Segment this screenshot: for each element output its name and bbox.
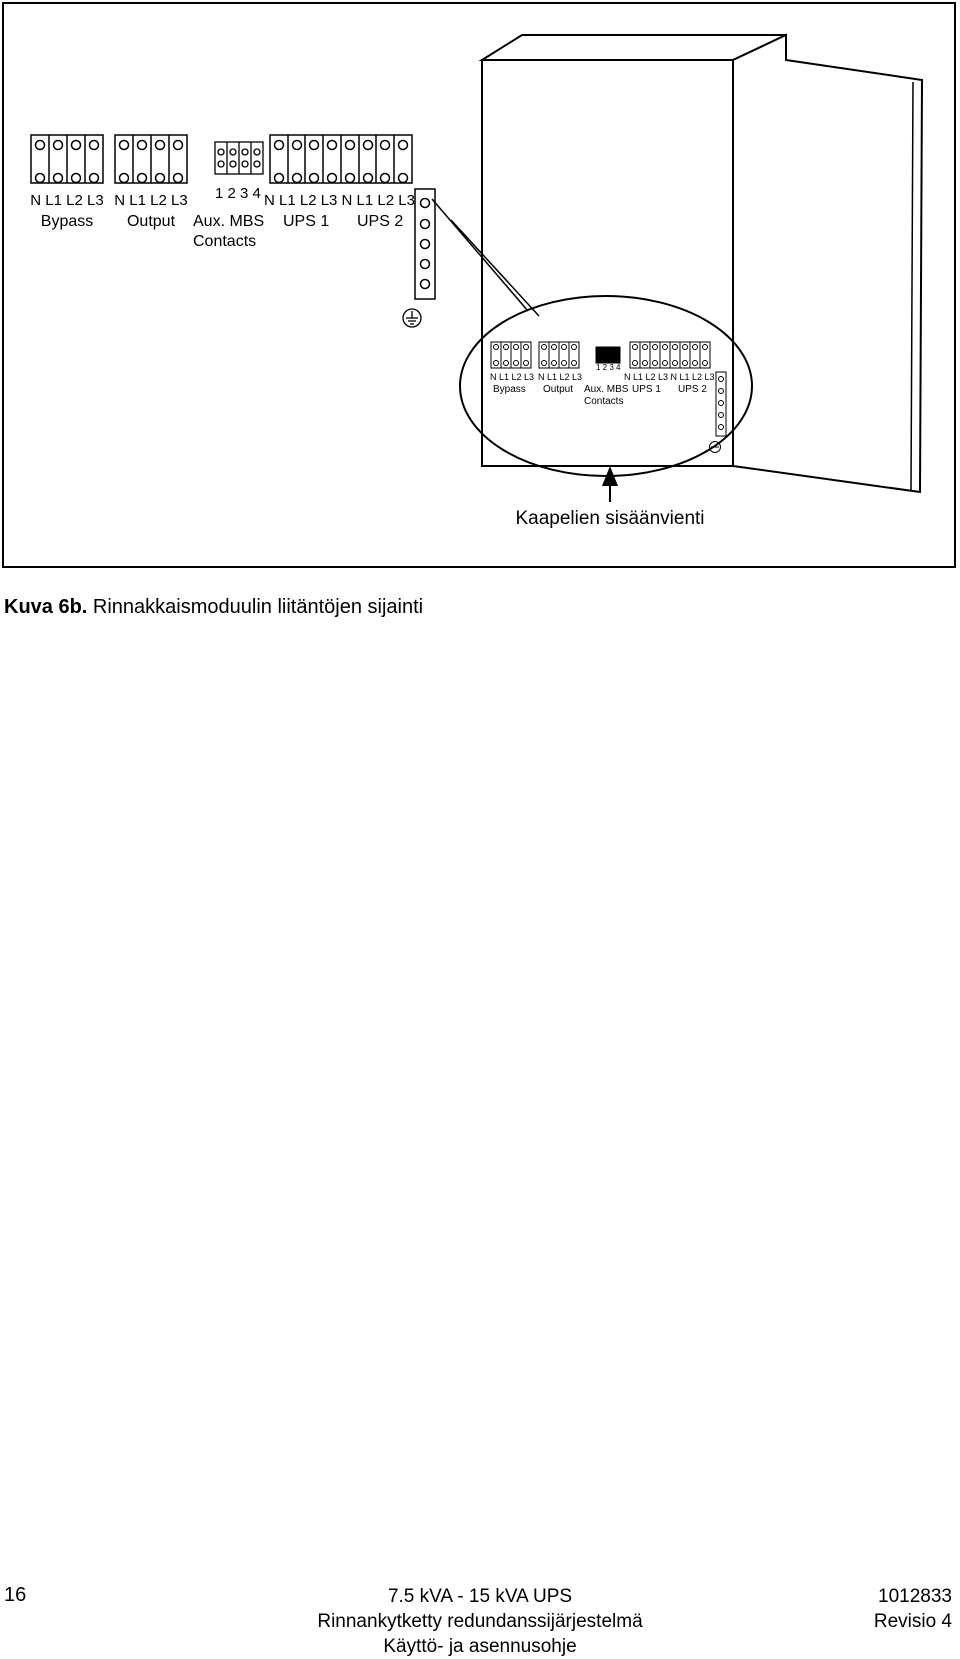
small-ups-terminal-names: N L1 L2 L3 N L1 L2 L3 [624, 372, 715, 382]
ups1-label: UPS 1 [283, 213, 330, 230]
figure-caption-text: Rinnakkaismoduulin liitäntöjen sijainti [87, 596, 424, 618]
output-terminal-names: N L1 L2 L3 [114, 192, 188, 209]
small-aux-mbs-label: Aux. MBS [584, 384, 629, 395]
figure-caption [4, 596, 423, 619]
small-ups2-label: UPS 2 [678, 384, 707, 395]
cable-entry-arrow [602, 466, 618, 502]
aux-mbs-terminal-block [215, 142, 263, 174]
aux-numbers: 1 2 3 4 [215, 185, 261, 202]
wiring-diagram [2, 2, 956, 568]
footer-system: Rinnankytketty redundanssijärjestelmä [317, 1611, 643, 1632]
cable-entry-label: Kaapelien sisäänvienti [515, 508, 705, 529]
output-label: Output [126, 213, 176, 230]
large-terminal-panel [30, 135, 435, 327]
small-ups1-label: UPS 1 [632, 384, 661, 395]
footer-product: 7.5 kVA - 15 kVA UPS [387, 1586, 573, 1607]
bypass-terminal-block [31, 135, 103, 183]
cabinet-drawing [482, 35, 922, 492]
page-number: 16 [4, 1584, 27, 1606]
bypass-terminal-names: N L1 L2 L3 [30, 192, 104, 209]
footer-right [874, 1584, 952, 1634]
ground-symbol-icon [403, 309, 421, 327]
small-output-terminal-names: N L1 L2 L3 [538, 372, 583, 382]
footer-manual-type: Käyttö- ja asennusohje [383, 1636, 577, 1657]
bypass-label: Bypass [40, 213, 94, 230]
small-aux-numbers: 1 2 3 4 [596, 363, 621, 372]
small-aux-contacts-label: Contacts [584, 396, 624, 407]
earth-busbar [415, 189, 435, 299]
small-bypass-terminal-names: N L1 L2 L3 [490, 372, 535, 382]
aux-mbs-label: Aux. MBS [193, 213, 265, 230]
small-bypass-label: Bypass [493, 384, 526, 395]
footer-center [0, 1584, 960, 1659]
figure-number: Kuva 6b. [4, 596, 88, 618]
figure-frame [2, 2, 956, 568]
ups-terminal-block [270, 135, 412, 183]
small-output-label: Output [543, 384, 574, 395]
ups-terminal-names: N L1 L2 L3 N L1 L2 L3 [264, 192, 415, 209]
output-terminal-block [115, 135, 187, 183]
ups2-label: UPS 2 [357, 213, 404, 230]
aux-contacts-label: Contacts [193, 233, 257, 250]
revision: Revisio 4 [873, 1611, 952, 1632]
document-number: 1012833 [878, 1586, 952, 1607]
